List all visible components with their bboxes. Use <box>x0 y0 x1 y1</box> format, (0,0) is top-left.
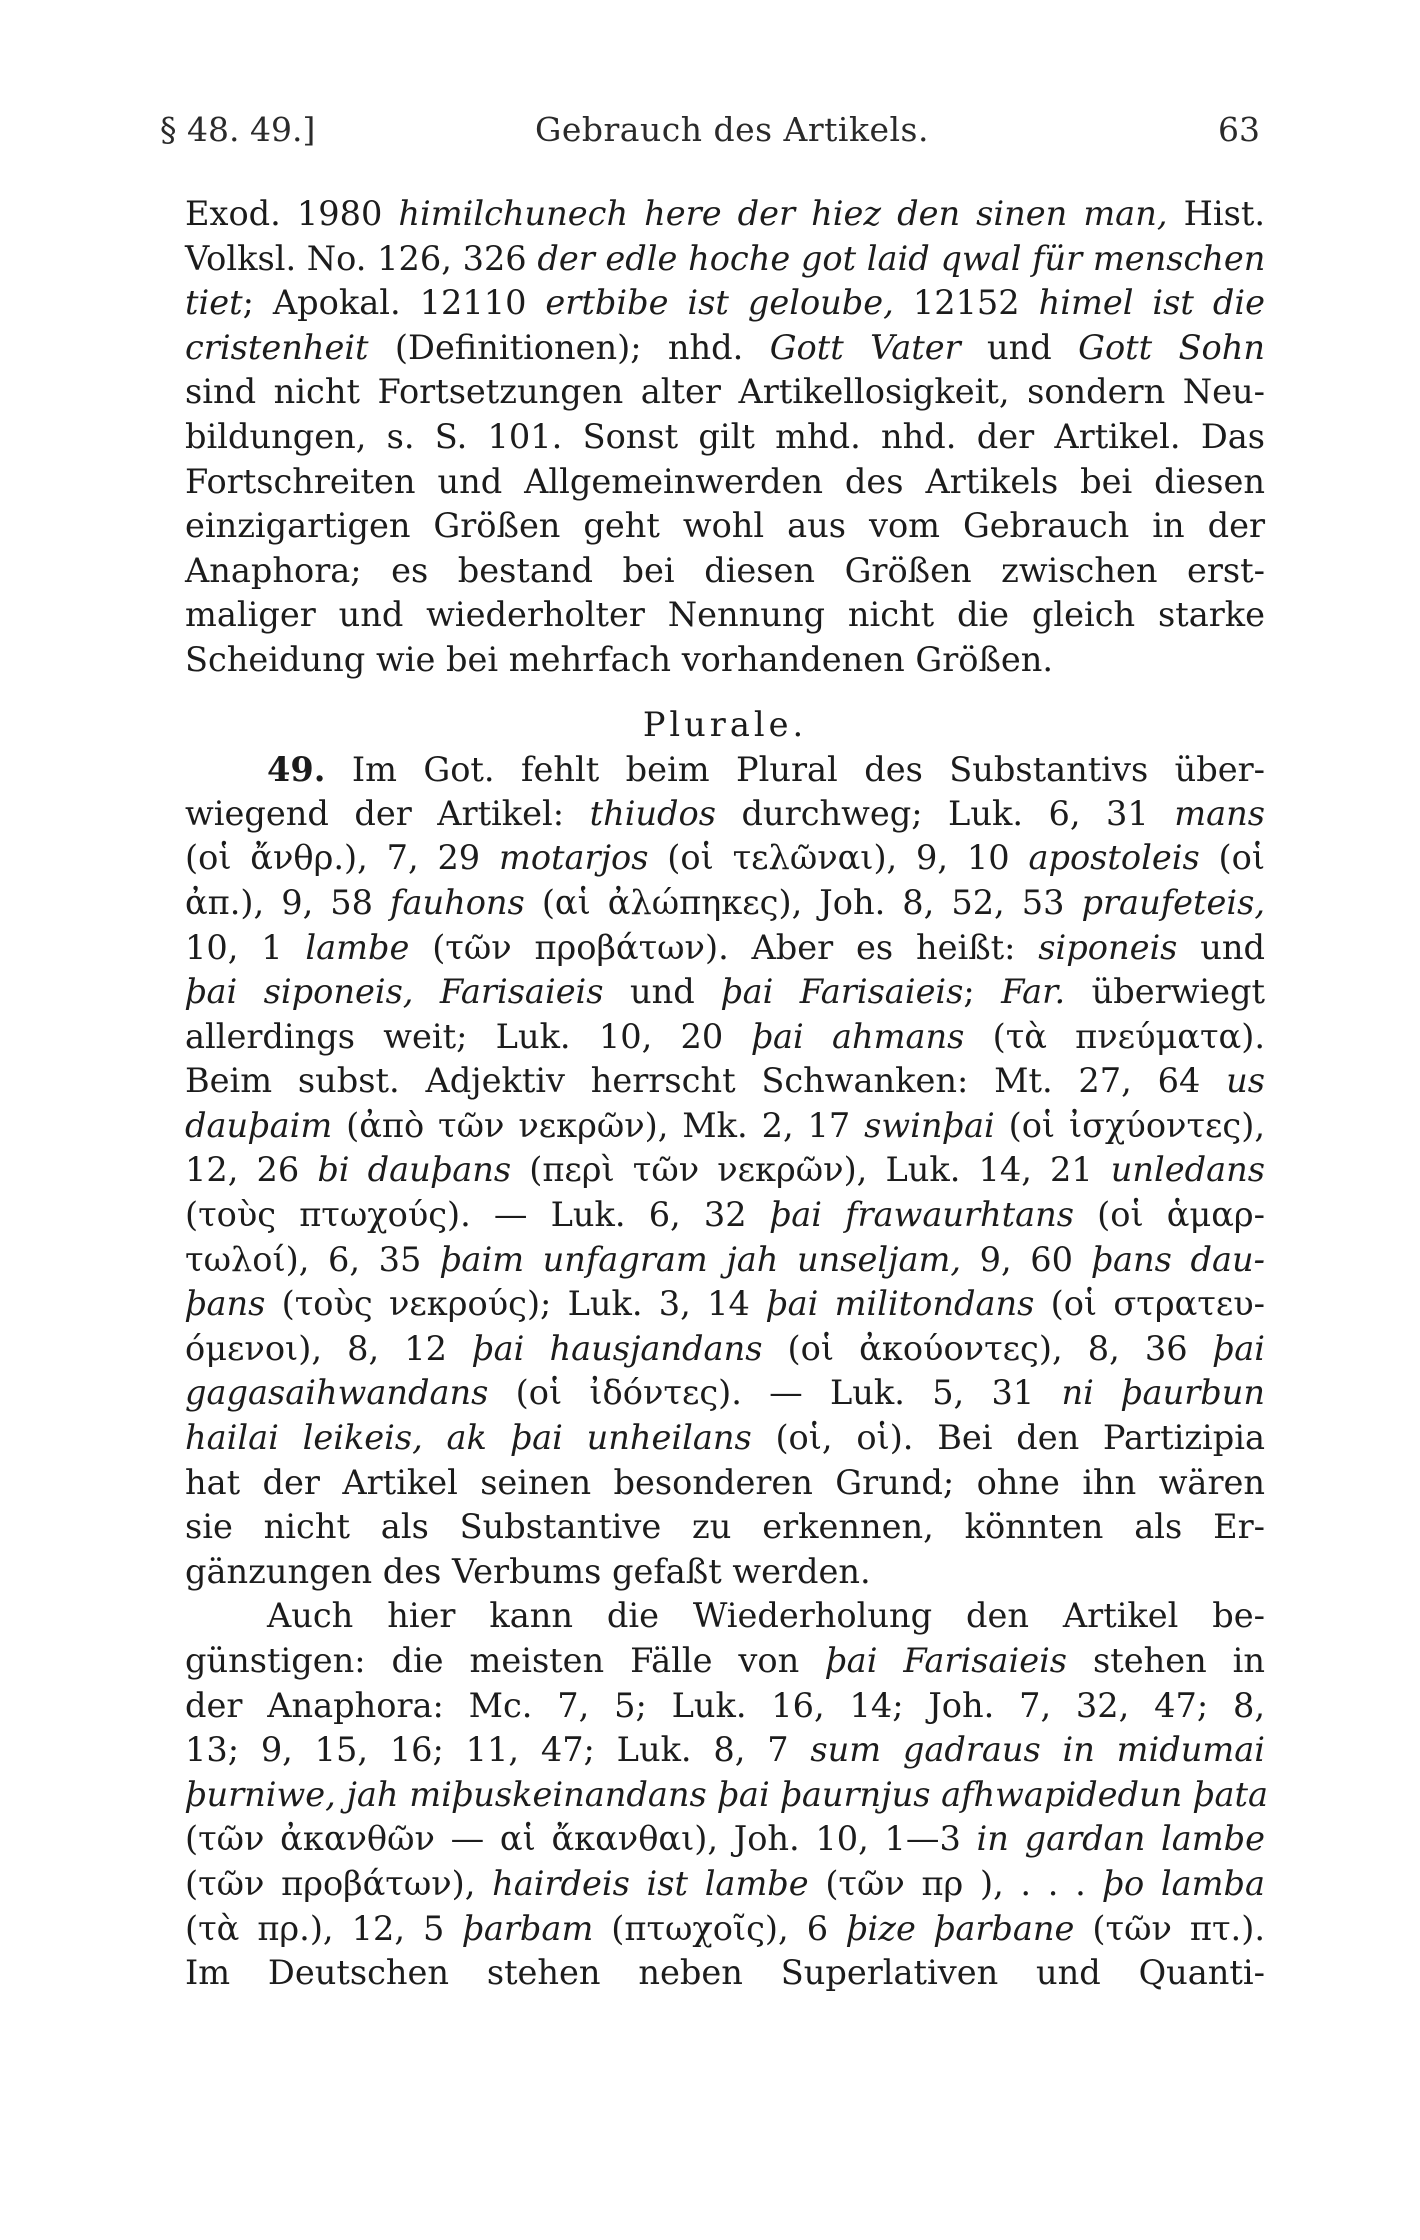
text-run: Im Got. fehlt beim Plural des Substantivs über- <box>325 750 1265 790</box>
italic-text: þai militondans <box>766 1284 1035 1324</box>
text-run: (τὰ πνεύματα). <box>964 1016 1265 1056</box>
text-run: (αἱ ἀλώπηκες), Joh. 8, 52, 53 <box>524 882 1082 922</box>
italic-text: thiudos <box>589 793 717 833</box>
text-run: (ἀπὸ τῶν νεκρῶν), Mk. 2, 17 <box>332 1105 865 1145</box>
running-title: Gebrauch des Artikels. <box>535 110 929 149</box>
text-line <box>185 1282 1265 1327</box>
text-line <box>185 1238 1265 1283</box>
text-run: τωλοί), 6, 35 <box>185 1239 440 1279</box>
text-run: und <box>603 972 722 1012</box>
section-heading-plurale: Plurale. <box>642 704 808 744</box>
text-line <box>185 1015 1265 1060</box>
page-body <box>185 192 1268 1996</box>
italic-text: us <box>1226 1061 1265 1101</box>
text-run: wiegend der Artikel: <box>185 793 590 833</box>
text-line <box>185 881 1265 926</box>
text-run: (Definitionen); nhd. <box>368 327 770 367</box>
italic-text: þize þarbane <box>846 1908 1075 1948</box>
italic-text: hailai leikeis, ak þai unheilans <box>185 1418 752 1458</box>
paragraph-definitions <box>185 192 1265 683</box>
text-line <box>185 415 1265 460</box>
text-line <box>185 1505 1265 1550</box>
text-run: (οἱ στρατευ- <box>1034 1284 1265 1324</box>
text-run: 13; 9, 15, 16; 11, 47; Luk. 8, 7 <box>185 1730 811 1770</box>
text-run: Fortschreiten und Allgemeinwerden des Artikels bei diesen <box>185 461 1265 501</box>
text-run: (οἱ ἰσχύοντες), <box>994 1105 1265 1145</box>
text-run: überwiegt <box>1065 972 1265 1012</box>
text-line <box>185 1059 1265 1104</box>
text-line <box>185 593 1265 638</box>
text-run: (πτωχοῖς), 6 <box>593 1908 847 1948</box>
text-run: (τοὺς νεκρούς); Luk. 3, 14 <box>265 1284 767 1324</box>
spacer <box>185 683 1265 701</box>
text-run: (οἱ τελῶναι), 9, 10 <box>648 838 1029 878</box>
text-line <box>185 1684 1265 1729</box>
text-run: (τοὺς πτωχούς). — Luk. 6, 32 <box>185 1195 770 1235</box>
text-run: allerdings weit; Luk. 10, 20 <box>185 1016 752 1056</box>
text-run: (τῶν προβάτων). Aber es heißt: <box>409 927 1039 967</box>
text-line <box>185 504 1265 549</box>
text-run: 12, 26 <box>185 1150 318 1190</box>
paragraph-repetition <box>185 1594 1268 1995</box>
italic-text: motarjos <box>498 838 649 878</box>
text-run: (τῶν πτ.). <box>1074 1908 1265 1948</box>
text-run: einzigartigen Größen geht wohl aus vom Gebrauch in der <box>185 506 1265 546</box>
text-run: und <box>1177 927 1265 967</box>
text-run: (τὰ πρ.), 12, 5 <box>185 1908 463 1948</box>
text-run: Volksl. No. 126, 326 <box>185 238 538 278</box>
text-line <box>185 1371 1265 1416</box>
text-line <box>185 1862 1265 1907</box>
italic-text: praufeteis, <box>1081 882 1265 922</box>
italic-text: bi dauþans <box>317 1150 512 1190</box>
italic-text: ni þaurbun <box>1061 1373 1265 1413</box>
italic-text: þarbam <box>462 1908 594 1948</box>
italic-text: þai hausjandans <box>472 1328 763 1368</box>
text-run: Exod. 1980 <box>185 194 399 233</box>
italic-text: fauhons <box>390 882 525 922</box>
page-number: 63 <box>1218 110 1260 149</box>
italic-text: þai Farisaieis <box>825 1641 1068 1680</box>
text-line <box>185 281 1265 326</box>
italic-text: cristenheit <box>185 327 369 367</box>
text-line <box>185 1773 1268 1818</box>
text-run: (οἱ <box>1199 838 1265 878</box>
text-run: Anaphora; es bestand bei diesen Größen zwischen erst- <box>185 550 1265 590</box>
italic-text: Far. <box>1001 972 1066 1012</box>
text-line <box>185 638 1265 683</box>
italic-text: unledans <box>1110 1150 1266 1190</box>
italic-text: himel ist die <box>1038 283 1265 323</box>
text-run: günstigen: die meisten Fälle von <box>185 1641 826 1680</box>
text-run: maliger und wiederholter Nennung nicht die gleich starke <box>185 595 1265 635</box>
text-run: gänzungen des Verbums gefaßt werden. <box>185 1551 871 1591</box>
text-run: hat der Artikel seinen besonderen Grund; ohne ihn wären <box>185 1462 1265 1502</box>
text-run: und <box>960 327 1079 367</box>
text-line <box>185 1461 1265 1506</box>
text-run: durchweg; Luk. 6, 31 <box>716 793 1175 833</box>
italic-text: þai frawaurhtans <box>769 1195 1075 1235</box>
text-run: Scheidung wie bei mehrfach vorhandenen Größen. <box>185 639 1054 679</box>
italic-text: in gardan lambe <box>976 1819 1265 1859</box>
text-run: stehen in <box>1067 1641 1266 1680</box>
italic-text: þo lamba <box>1102 1863 1265 1903</box>
text-run: (τῶν προβάτων), <box>185 1863 493 1903</box>
text-line <box>185 237 1265 282</box>
italic-text: þans <box>185 1284 266 1324</box>
text-line <box>185 1907 1265 1952</box>
text-run: ἀπ.), 9, 58 <box>185 882 391 922</box>
italic-text: der edle hoche got laid qwal für menschen <box>537 238 1266 278</box>
text-line <box>185 926 1265 971</box>
text-run: όμενοι), 8, 12 <box>185 1328 473 1368</box>
text-run: ; Apokal. 12110 <box>242 283 546 323</box>
text-line <box>185 1639 1265 1684</box>
text-run: Beim subst. Adjektiv herrscht Schwanken: Mt. 27, 64 <box>185 1061 1227 1101</box>
text-line <box>185 370 1265 415</box>
text-run: ; <box>963 972 1002 1012</box>
text-run: bildungen, s. S. 101. Sonst gilt mhd. nhd. der Artikel. Das <box>185 416 1265 456</box>
text-run: (οἱ, οἱ). Bei den Partizipia <box>751 1418 1265 1458</box>
running-header <box>160 108 1260 152</box>
italic-text: þai Farisaieis <box>721 972 964 1012</box>
text-line <box>185 1416 1265 1461</box>
italic-text: siponeis <box>1038 927 1178 967</box>
paragraph-49 <box>185 747 1265 1594</box>
italic-text: lambe <box>305 927 410 967</box>
italic-text: ertbibe ist geloube, <box>545 283 894 323</box>
section-reference: § 48. 49.] <box>160 110 316 149</box>
italic-text: tiet <box>185 283 243 323</box>
text-run: (οἱ ἁμαρ- <box>1074 1195 1265 1235</box>
text-line <box>185 192 1265 237</box>
text-line <box>185 836 1265 881</box>
italic-text: Gott Vater <box>769 327 961 367</box>
text-run: (περὶ τῶν νεκρῶν), Luk. 14, 21 <box>511 1150 1111 1190</box>
italic-text: þaim unfagram jah unseljam, <box>439 1239 961 1279</box>
text-run: Im Deutschen stehen neben Superlativen und Quanti- <box>185 1953 1265 1993</box>
italic-text: Gott Sohn <box>1078 327 1265 367</box>
text-line <box>185 1951 1265 1996</box>
italic-text: gagasaihwandans <box>185 1373 489 1413</box>
text-line <box>185 326 1265 371</box>
text-run: 10, 1 <box>185 927 306 967</box>
italic-text: himilchunech here der hiez den sinen man, <box>398 194 1168 233</box>
text-run: sie nicht als Substantive zu erkennen, könnten als Er- <box>185 1507 1265 1547</box>
text-line <box>185 460 1265 505</box>
text-line <box>185 1193 1265 1238</box>
text-line <box>185 549 1265 594</box>
section-number: 49. <box>267 749 326 790</box>
italic-text: apostoleis <box>1028 838 1200 878</box>
text-line <box>185 747 1265 792</box>
italic-text: mans <box>1174 793 1265 833</box>
text-run: (οἱ ἄνθρ.), 7, 29 <box>185 838 499 878</box>
italic-text: sum gadraus in midumai <box>810 1730 1265 1770</box>
italic-text: þans dau- <box>1091 1239 1265 1279</box>
text-line <box>185 1550 1265 1595</box>
italic-text: dauþaim <box>185 1105 333 1145</box>
italic-text: swinþai <box>864 1105 995 1145</box>
text-run: (οἱ ἀκούοντες), 8, 36 <box>762 1328 1213 1368</box>
text-line <box>185 792 1265 837</box>
italic-text: þai ahmans <box>751 1016 965 1056</box>
text-line <box>185 1104 1265 1149</box>
italic-text: hairdeis ist lambe <box>492 1863 809 1903</box>
text-line <box>185 1327 1265 1372</box>
text-line <box>185 1817 1265 1862</box>
text-run: Hist. <box>1167 194 1265 233</box>
text-run: 9, 60 <box>961 1239 1092 1279</box>
text-run: 12152 <box>893 283 1039 323</box>
text-run: sind nicht Fortsetzungen alter Artikellosigkeit, sondern Neu- <box>185 372 1265 412</box>
text-run: (τῶν ἀκανθῶν — αἱ ἄκανθαι), Joh. 10, 1—3 <box>185 1819 977 1859</box>
italic-text: þai siponeis, Farisaieis <box>185 972 604 1012</box>
text-line <box>185 1594 1265 1639</box>
italic-text: þurniwe, jah miþuskeinandans þai þaurnjus afhwapidedun þata <box>185 1774 1268 1814</box>
text-run: Auch hier kann die Wiederholung den Artikel be- <box>267 1596 1265 1636</box>
italic-text: þai <box>1212 1328 1265 1368</box>
text-line <box>185 1148 1265 1193</box>
text-run: (οἱ ἰδόντες). — Luk. 5, 31 <box>488 1373 1062 1413</box>
text-run: der Anaphora: Mc. 7, 5; Luk. 16, 14; Joh. 7, 32, 47; 8, <box>185 1685 1265 1725</box>
text-line <box>185 1728 1265 1773</box>
text-run: (τῶν πρ ), . . . <box>808 1863 1103 1903</box>
text-line <box>185 970 1265 1015</box>
